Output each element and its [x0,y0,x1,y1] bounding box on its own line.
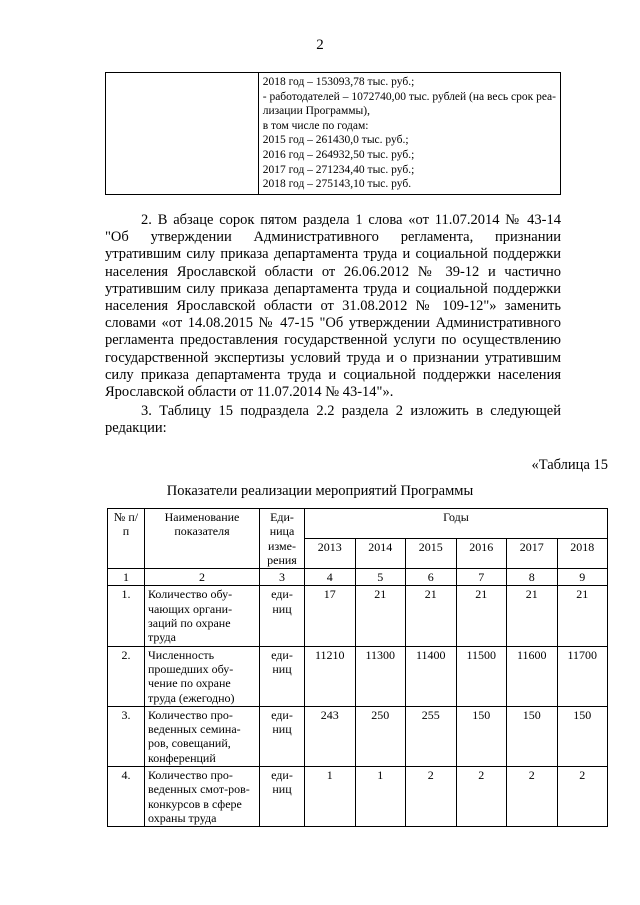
funding-text-cell [258,73,560,195]
row-value: 243 [305,706,356,766]
row-num: 3. [108,706,145,766]
table-row [108,586,608,646]
row-value: 255 [406,706,457,766]
header-num: № п/п [108,509,145,569]
funding-line: 2017 год – 271234,40 тыс. руб.; [262,163,415,176]
index-cell: 4 [305,569,356,586]
row-value: 150 [557,706,608,766]
funding-line: 2015 год – 261430,0 тыс. руб.; [262,134,409,147]
index-cell: 7 [456,569,507,586]
row-value: 11300 [355,646,406,706]
row-num: 2. [108,646,145,706]
index-cell: 5 [355,569,406,586]
index-cell: 2 [145,569,260,586]
funding-line: в том числе по годам: [262,119,369,132]
table-row [108,767,608,827]
table-row [108,646,608,706]
row-num: 4. [108,767,145,827]
row-value: 11500 [456,646,507,706]
row-value: 2 [507,767,558,827]
row-value: 1 [305,767,356,827]
table-title: Показатели реализации мероприятий Программы [166,483,474,499]
row-unit: еди-ниц [260,646,305,706]
row-num: 1. [108,586,145,646]
row-value: 11210 [305,646,356,706]
row-unit: еди-ниц [260,706,305,766]
table-label: «Таблица 15 [531,457,608,473]
index-row [108,569,608,586]
row-value: 1 [355,767,406,827]
row-value: 21 [557,586,608,646]
index-cell: 1 [108,569,145,586]
header-name: Наименование показателя [145,509,260,569]
paragraph-2 [105,212,561,401]
funding-label-cell [106,73,259,195]
funding-line: 2016 год – 264932,50 тыс. руб.; [262,148,415,161]
row-value: 21 [456,586,507,646]
row-value: 21 [355,586,406,646]
funding-line: 2018 год – 275143,10 тыс. руб. [262,178,412,191]
indicators-table [107,508,608,827]
index-cell: 9 [557,569,608,586]
row-value: 2 [456,767,507,827]
row-value: 21 [406,586,457,646]
funding-continuation-table [105,72,561,195]
row-name: Количество про-веденных смот-ров-конкурсов в сфере охраны труда [145,767,260,827]
row-value: 2 [557,767,608,827]
row-value: 150 [456,706,507,766]
row-name: Количество обу-чающих органи-заций по охране труда [145,586,260,646]
table-row [108,706,608,766]
paragraph-3-text: 3. Таблицу 15 подраздела 2.2 раздела 2 изложить в следующей редакции: [105,403,561,437]
header-unit: Еди-ница изме-рения [260,509,305,569]
header-year: 2015 [406,539,457,569]
row-value: 11400 [406,646,457,706]
row-value: 11600 [507,646,558,706]
index-cell: 3 [260,569,305,586]
header-years-group: Годы [305,509,608,539]
row-value: 250 [355,706,406,766]
header-year: 2017 [507,539,558,569]
index-cell: 8 [507,569,558,586]
header-year: 2016 [456,539,507,569]
paragraph-3 [105,403,561,437]
page-number: 2 [316,37,324,53]
paragraph-2-text: 2. В абзаце сорок пятом раздела 1 слова «от 11.07.2014 № 43-14 "Об утверждении Административного регламента, признании утратившим силу приказа департамента труда и социальной поддержки населения Ярославской области от 26.06.2012 № 39-12 и частично утратившим силу приказа департамента труда и социальной поддержки населения Ярославской области от 31.08.2012 № 109-12"» заменить словами «от 14.08.2015 № 47-15 "Об утверждении Административного регламента предоставления государственной услуги по осуществлению государственной экспертизы условий труда и о признании утратившим силу приказа департамента труда и социальной поддержки населения Ярославской области от 11.07.2014 № 43-14"». [105,212,561,401]
header-year: 2014 [355,539,406,569]
row-value: 21 [507,586,558,646]
row-name: Численность прошедших обу-чение по охране труда (ежегодно) [145,646,260,706]
row-value: 11700 [557,646,608,706]
row-value: 17 [305,586,356,646]
index-cell: 6 [406,569,457,586]
funding-line: лизации Программы), [262,105,370,118]
funding-line: 2018 год – 153093,78 тыс. руб.; [262,76,415,88]
row-value: 150 [507,706,558,766]
row-value: 2 [406,767,457,827]
row-unit: еди-ниц [260,767,305,827]
header-year: 2013 [305,539,356,569]
funding-line: - работодателей – 1072740,00 тыс. рублей (на весь срок реа- [262,90,556,103]
header-year: 2018 [557,539,608,569]
row-unit: еди-ниц [260,586,305,646]
row-name: Количество про-веденных семина-ров, совещаний, конференций [145,706,260,766]
